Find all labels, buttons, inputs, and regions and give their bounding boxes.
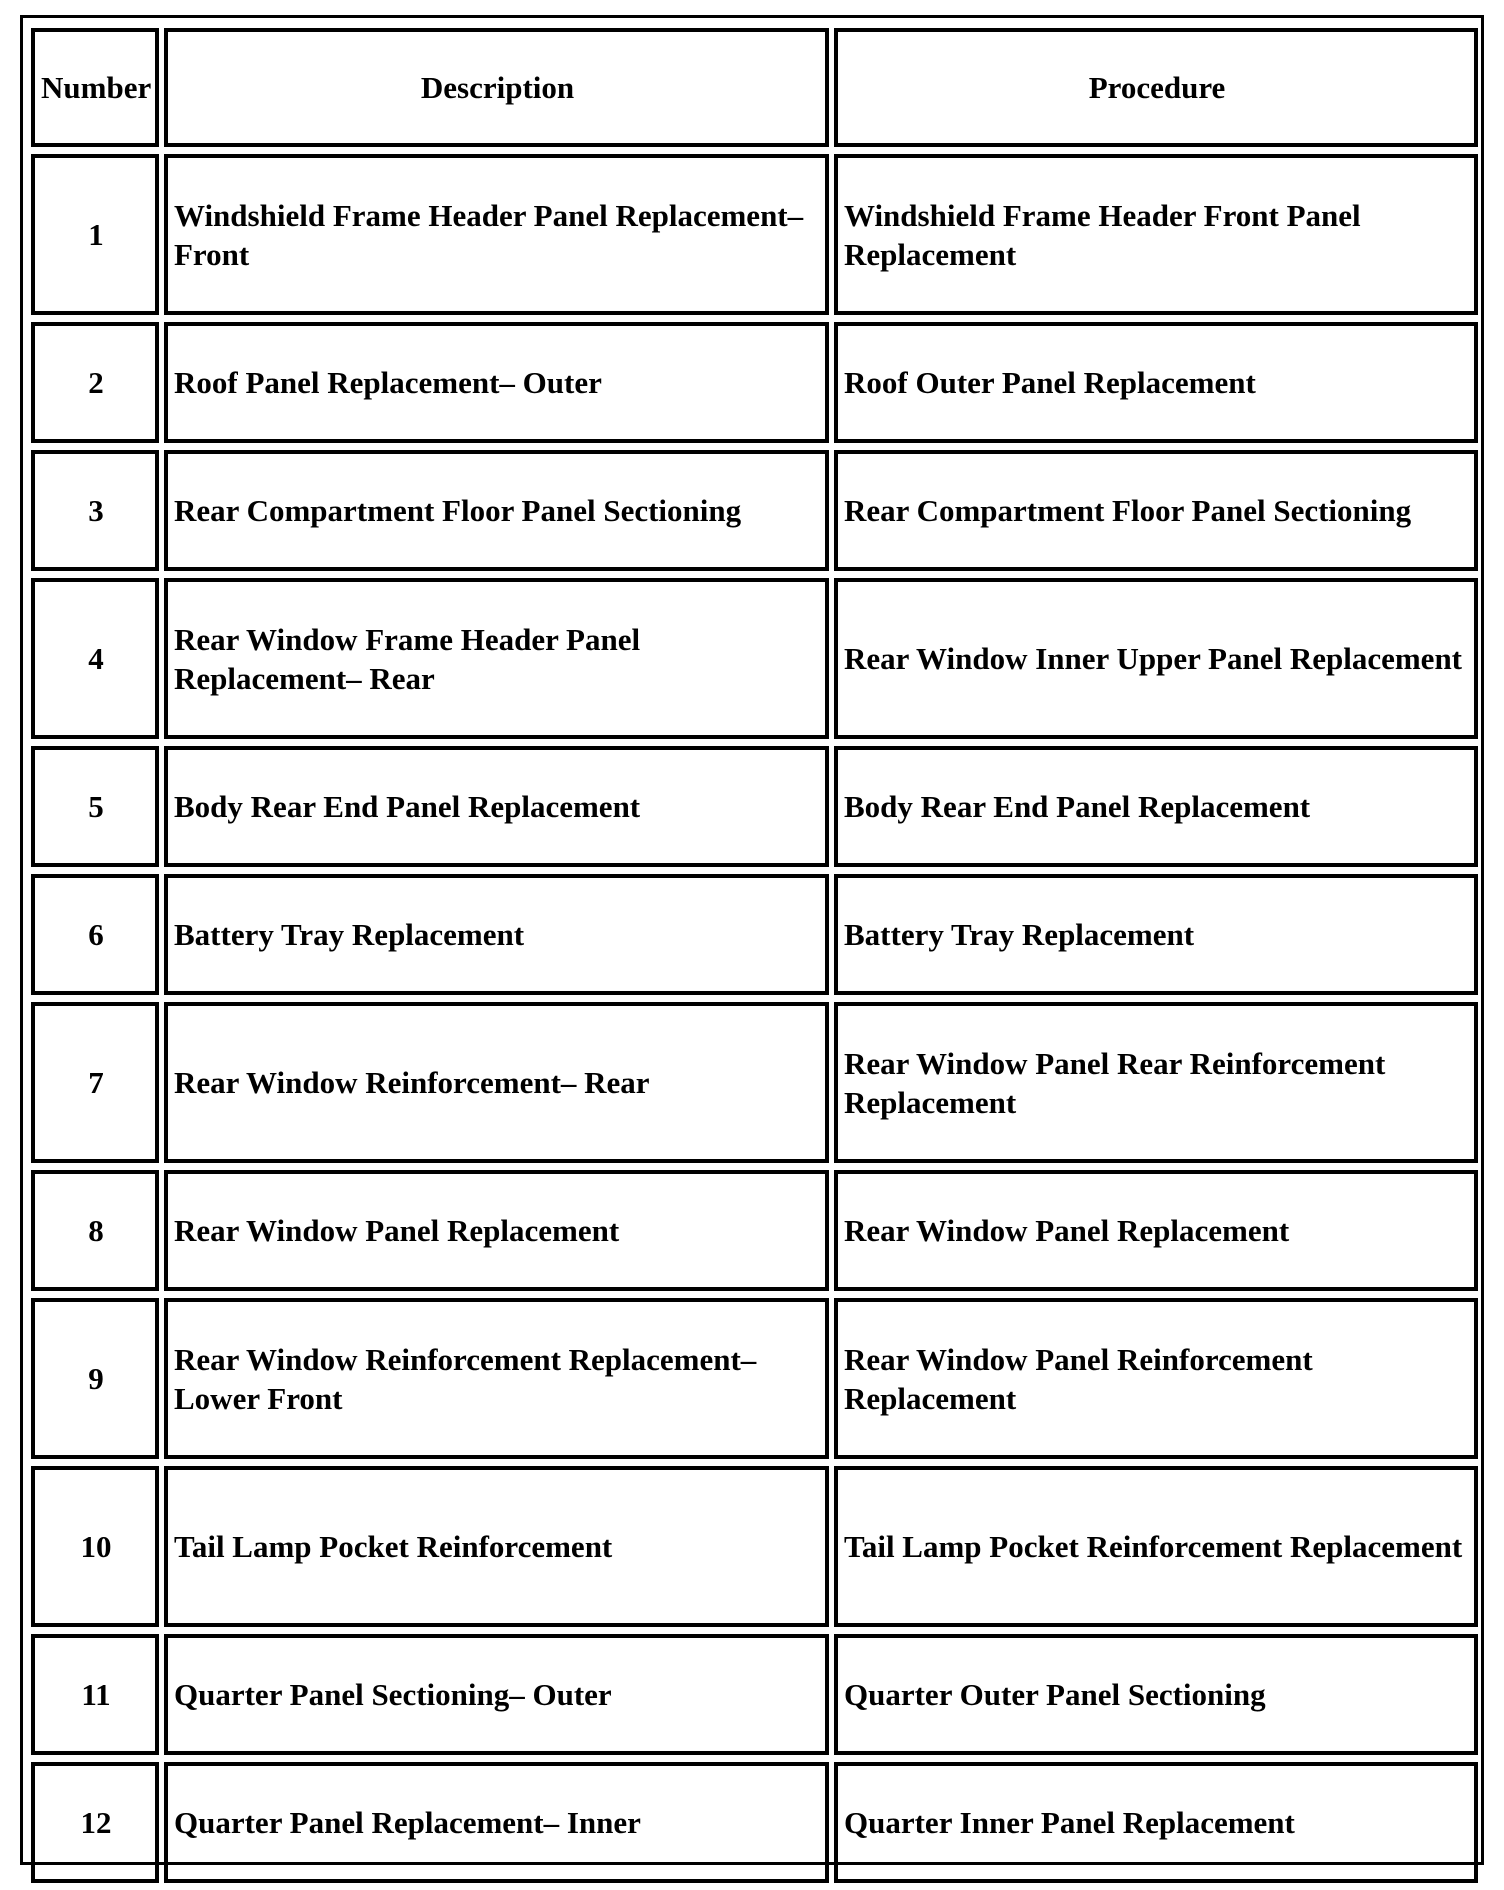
row-description: Tail Lamp Pocket Reinforcement xyxy=(164,1466,829,1627)
row-description: Rear Window Reinforcement Replacement– Lower Front xyxy=(164,1298,829,1459)
row-description: Rear Window Reinforcement– Rear xyxy=(164,1002,829,1163)
row-procedure: Tail Lamp Pocket Reinforcement Replacement xyxy=(834,1466,1478,1627)
repair-procedures-table-frame xyxy=(20,15,1484,1865)
header-procedure: Procedure xyxy=(834,28,1478,147)
row-number: 11 xyxy=(31,1634,159,1755)
row-procedure: Quarter Inner Panel Replacement xyxy=(834,1762,1478,1883)
row-description: Body Rear End Panel Replacement xyxy=(164,746,829,867)
table-header-row xyxy=(31,28,1478,147)
row-number: 9 xyxy=(31,1298,159,1459)
table-row xyxy=(31,154,1478,315)
table-row xyxy=(31,1002,1478,1163)
row-number: 3 xyxy=(31,450,159,571)
table-row xyxy=(31,746,1478,867)
row-procedure: Roof Outer Panel Replacement xyxy=(834,322,1478,443)
row-procedure: Rear Window Panel Rear Reinforcement Replacement xyxy=(834,1002,1478,1163)
row-procedure: Rear Compartment Floor Panel Sectioning xyxy=(834,450,1478,571)
row-description: Rear Window Frame Header Panel Replacement– Rear xyxy=(164,578,829,739)
table-row xyxy=(31,1466,1478,1627)
table-row xyxy=(31,1170,1478,1291)
table-row xyxy=(31,1298,1478,1459)
row-number: 6 xyxy=(31,874,159,995)
table-row xyxy=(31,322,1478,443)
row-number: 12 xyxy=(31,1762,159,1883)
row-description: Rear Compartment Floor Panel Sectioning xyxy=(164,450,829,571)
row-number: 8 xyxy=(31,1170,159,1291)
row-procedure: Battery Tray Replacement xyxy=(834,874,1478,995)
row-description: Roof Panel Replacement– Outer xyxy=(164,322,829,443)
table-row xyxy=(31,874,1478,995)
row-number: 4 xyxy=(31,578,159,739)
row-description: Windshield Frame Header Panel Replacement– Front xyxy=(164,154,829,315)
row-procedure: Body Rear End Panel Replacement xyxy=(834,746,1478,867)
header-number: Number xyxy=(31,28,159,147)
row-number: 5 xyxy=(31,746,159,867)
table-row xyxy=(31,578,1478,739)
row-number: 7 xyxy=(31,1002,159,1163)
row-description: Quarter Panel Replacement– Inner xyxy=(164,1762,829,1883)
repair-procedures-table xyxy=(26,21,1483,1890)
row-procedure: Windshield Frame Header Front Panel Replacement xyxy=(834,154,1478,315)
row-description: Rear Window Panel Replacement xyxy=(164,1170,829,1291)
row-number: 1 xyxy=(31,154,159,315)
row-description: Quarter Panel Sectioning– Outer xyxy=(164,1634,829,1755)
table-row xyxy=(31,450,1478,571)
table-row xyxy=(31,1762,1478,1883)
header-description: Description xyxy=(164,28,829,147)
row-number: 10 xyxy=(31,1466,159,1627)
row-procedure: Quarter Outer Panel Sectioning xyxy=(834,1634,1478,1755)
row-procedure: Rear Window Panel Reinforcement Replacement xyxy=(834,1298,1478,1459)
row-number: 2 xyxy=(31,322,159,443)
row-procedure: Rear Window Inner Upper Panel Replacement xyxy=(834,578,1478,739)
row-description: Battery Tray Replacement xyxy=(164,874,829,995)
row-procedure: Rear Window Panel Replacement xyxy=(834,1170,1478,1291)
table-row xyxy=(31,1634,1478,1755)
